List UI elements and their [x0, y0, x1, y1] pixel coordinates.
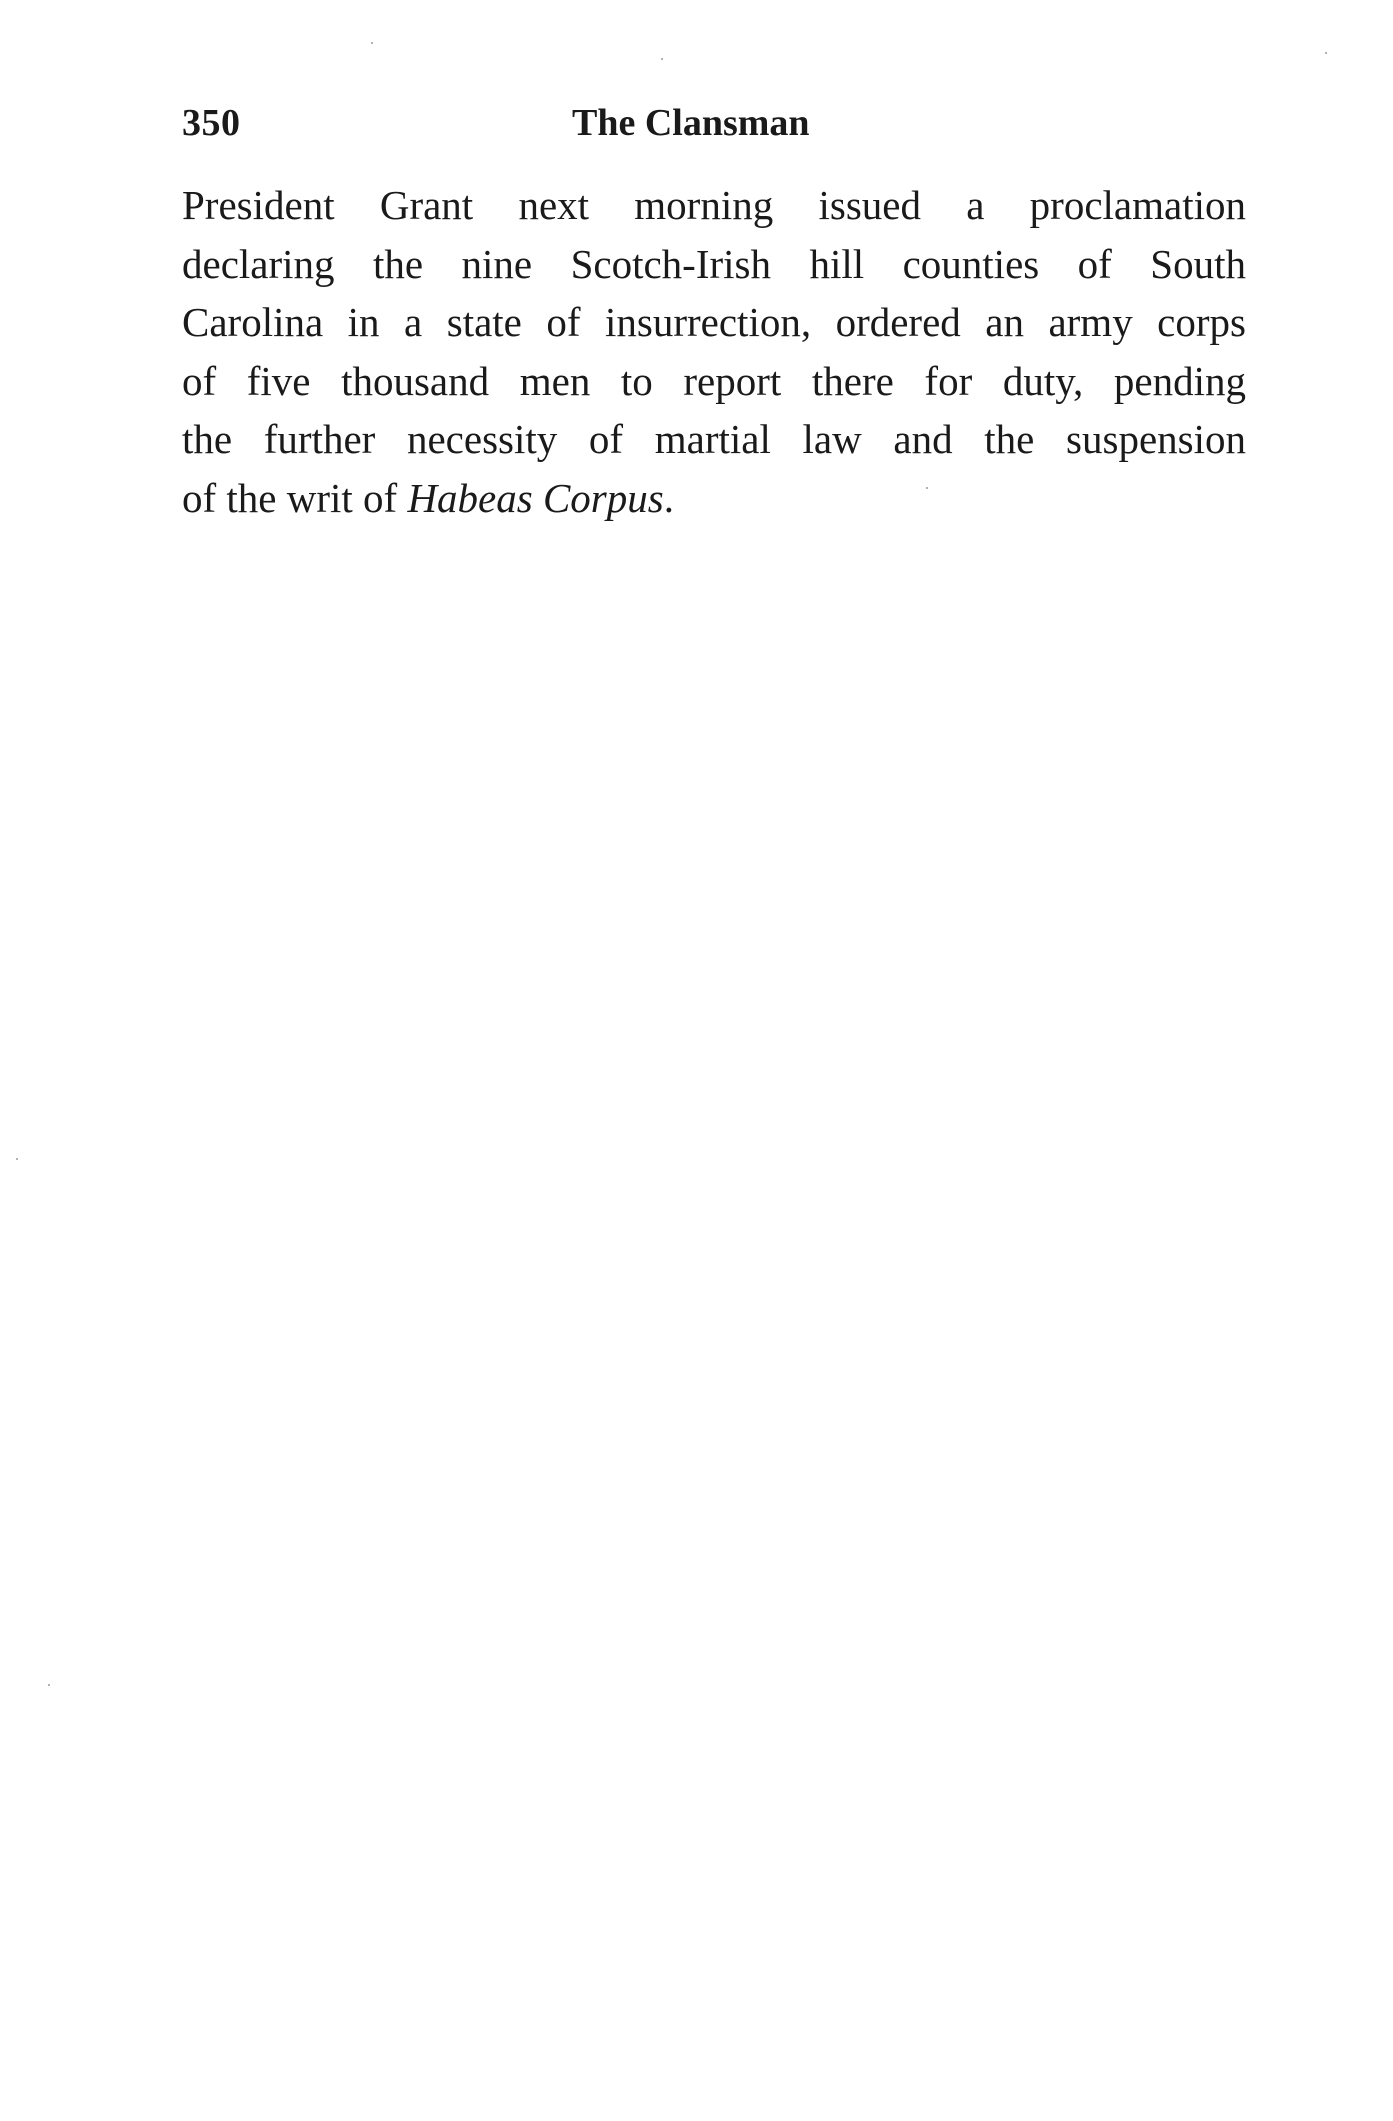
paragraph-line: of five thousand men to report there for duty, pending	[182, 357, 1246, 404]
paragraph-line: declaring the nine Scotch-Irish hill counties of South	[182, 240, 1246, 287]
page-header	[182, 98, 1246, 148]
scan-speck	[16, 1158, 18, 1160]
paragraph-line: President Grant next morning issued a proclamation	[182, 182, 1246, 228]
body-paragraph	[182, 176, 1246, 528]
paragraph-line: the further necessity of martial law and the suspension	[182, 416, 1246, 463]
scan-speck	[926, 487, 928, 489]
scan-speck	[48, 1684, 50, 1686]
last-line-prefix: of the writ of	[182, 474, 398, 521]
scan-speck	[661, 58, 663, 60]
italic-term: Habeas Corpus	[407, 474, 664, 521]
paragraph-line: Carolina in a state of insurrection, ordered an army corps	[182, 299, 1246, 346]
running-title: The Clansman	[572, 102, 810, 144]
scan-speck	[1325, 52, 1327, 54]
page-number: 350	[182, 102, 241, 144]
scan-speck	[371, 42, 373, 44]
paragraph-last-line	[182, 469, 1246, 528]
last-line-suffix: .	[663, 474, 674, 521]
